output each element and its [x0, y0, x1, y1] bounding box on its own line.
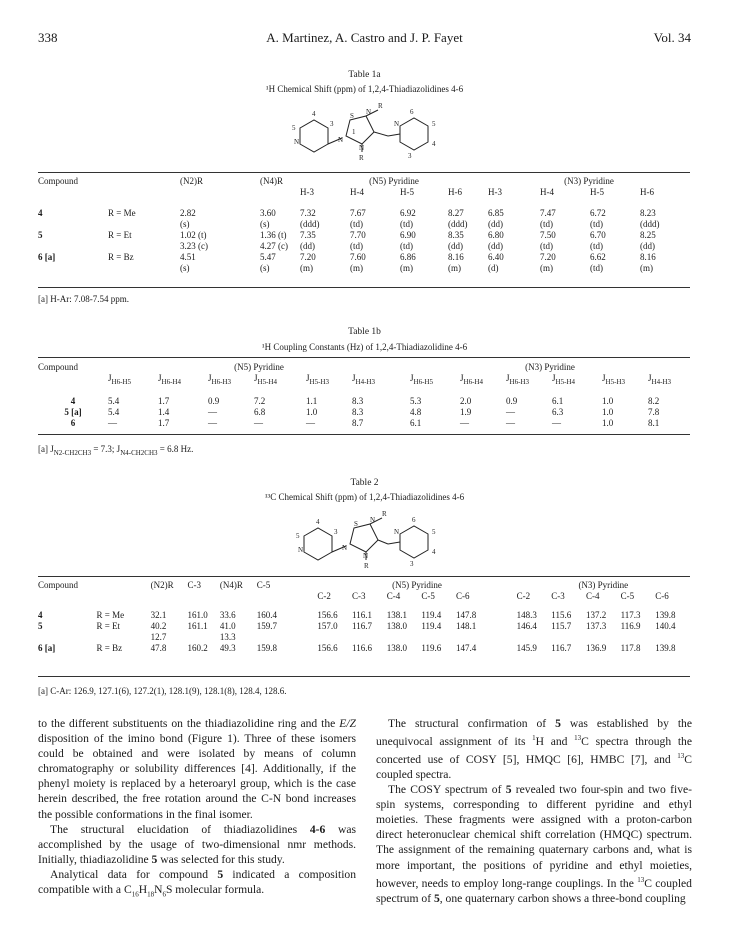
left-column [38, 716, 356, 902]
table-cell: — [254, 417, 263, 428]
table-1a-subtitle: ¹H Chemical Shift (ppm) of 1,2,4-Thiadiazolidines 4-6 [265, 84, 464, 94]
table-cell: 0.9 [208, 395, 220, 406]
t1a-h-n2r: (N2)R [180, 176, 203, 186]
table-cell: 6.62 [590, 252, 606, 262]
table-cell: (s) [260, 219, 270, 229]
struct-atom-num: 1 [352, 128, 356, 136]
table-cell: 8.16 [640, 252, 656, 262]
t2-col: C-4 [585, 591, 600, 601]
table-row [38, 418, 690, 429]
struct-atom-num: 4 [312, 110, 316, 118]
table-cell: 3.60 [260, 208, 276, 218]
svg-text:S: S [354, 520, 358, 528]
table-cell: 7.67 [350, 208, 366, 218]
t2-col: C-3 [352, 591, 366, 601]
table-2-title: Table 2 [350, 478, 379, 488]
table-cell: (s) [180, 263, 190, 273]
table-cell: (ddd) [300, 219, 320, 229]
table-cell: R = Bz [96, 643, 123, 653]
t1a-col: H-4 [540, 187, 554, 197]
table-cell: (dd) [488, 241, 503, 251]
struct-atom-num: 6 [410, 108, 414, 116]
struct-atom-num: 5 [292, 124, 296, 132]
table-cell: 138.0 [386, 643, 407, 653]
table-cell: 116.6 [352, 643, 372, 653]
table-cell: (ddd) [640, 219, 660, 229]
t1b-col: $J_{H6-H3}$ [506, 373, 529, 386]
table-cell: 116.1 [352, 610, 372, 620]
t2-h-compound: Compound [38, 580, 79, 590]
table-cell: 148.3 [516, 610, 537, 620]
table-cell: (dd) [488, 219, 503, 229]
table-cell: (m) [640, 263, 653, 273]
table-cell: (ddd) [448, 219, 468, 229]
table-cell: 6 [70, 417, 76, 428]
t1a-col: H-6 [640, 187, 654, 197]
t2-col: C-3 [551, 591, 565, 601]
table-cell: — [552, 417, 561, 428]
running-authors: A. Martinez, A. Castro and J. P. Fayet [266, 30, 463, 45]
table-cell: 7.20 [540, 252, 556, 262]
t1b-col: $J_{H6-H5}$ [410, 373, 433, 386]
table-cell [38, 219, 108, 230]
t2-h-n5: (N5) Pyridine [392, 580, 442, 590]
table-cell: 148.1 [456, 621, 477, 631]
table-cell: (td) [590, 241, 603, 251]
t1a-col: H-3 [300, 187, 314, 197]
table-cell: 1.0 [602, 417, 614, 428]
table-cell: 115.7 [551, 621, 572, 631]
thiadiazolidine-structure-2 [288, 506, 448, 572]
volume: Vol. 34 [653, 30, 691, 45]
table-cell: 5.4 [108, 395, 120, 406]
table-cell [317, 632, 352, 643]
paragraph: The COSY spectrum of 5 revealed two four-spin and two five-spin systems, corresponding to different pyridine and ethyl moieties. These fragments were assigned with a proton-carbon direct heteronuclear chemical shift correlation (HMQC) spectrum. The assignment of the remaining quaternary carbons and, what is more important, the positions of pyridine and ethyl moieties, however, needs to employ long-range couplings. In the $^{13}$C coupled spectrum of 5, one quaternary carbon shows a three-bond coupling [376, 783, 692, 905]
svg-text:N: N [298, 546, 304, 554]
t2-col: C-5 [620, 591, 635, 601]
table-cell: 5 [38, 230, 43, 240]
t2-col: C-2 [516, 591, 531, 601]
table-cell: 138.0 [386, 621, 407, 631]
t1a-col: H-4 [350, 187, 364, 197]
table-cell: 145.9 [516, 643, 537, 653]
svg-text:N: N [394, 528, 400, 536]
table-cell: 161.1 [187, 621, 208, 631]
table-cell [108, 219, 180, 230]
struct-atom-r: R [359, 154, 364, 162]
table-cell: 5.47 [260, 252, 276, 262]
t2-h-n4r: (N4)R [219, 580, 243, 590]
table-cell: (td) [400, 241, 413, 251]
table-cell: 7.32 [300, 208, 316, 218]
table-cell [456, 632, 517, 643]
table-cell: 6.86 [400, 252, 416, 262]
table-cell: 6 [a] [38, 643, 56, 653]
table-cell: 157.0 [317, 621, 338, 631]
table-cell: (td) [540, 219, 553, 229]
table-1a [38, 176, 690, 274]
table-row [38, 396, 690, 407]
t2-col: C-4 [386, 591, 401, 601]
t1b-col: $J_{H4-H3}$ [648, 373, 671, 386]
table-cell: 116.9 [620, 621, 641, 631]
table-cell: 7.70 [350, 230, 366, 240]
t1a-h-n4r: (N4)R [260, 176, 283, 186]
table-cell: 119.6 [421, 643, 442, 653]
table-cell: 160.4 [256, 610, 277, 620]
table-cell: R = Me [96, 610, 125, 620]
table-cell: 159.8 [256, 643, 277, 653]
table-cell: 1.0 [602, 395, 614, 406]
table-cell: 5 [38, 621, 43, 631]
table-cell [108, 263, 180, 274]
t2-col: C-6 [456, 591, 470, 601]
table-cell: 7.50 [540, 230, 556, 240]
struct-atom-num: 4 [432, 140, 436, 148]
table-2-subtitle: ¹³C Chemical Shift (ppm) of 1,2,4-Thiadiazolidines 4-6 [264, 492, 465, 502]
table-cell [38, 241, 108, 252]
table-cell: 136.9 [585, 643, 607, 653]
t2-col: C-5 [421, 591, 435, 601]
t1a-h-n3: (N3) Pyridine [564, 176, 614, 186]
struct-atom-n: N [294, 138, 300, 146]
table-cell: 1.1 [306, 395, 318, 406]
table-cell: 6.3 [552, 406, 564, 417]
table-cell [551, 632, 586, 643]
table-cell: 8.16 [448, 252, 464, 262]
table-cell: 7.8 [648, 406, 660, 417]
table-cell: 7.20 [300, 252, 316, 262]
svg-text:3: 3 [410, 560, 414, 568]
t2-h-c5: C-5 [256, 580, 271, 590]
paragraph: The structural elucidation of thiadiazolidines 4-6 was accomplished by the usage of two-dimensional nmr methods. Initially, thiadiazolidine 5 was selected for this study. [38, 822, 356, 866]
table-cell: 139.8 [655, 643, 676, 653]
t1b-col: $J_{H6-H5}$ [108, 373, 131, 386]
table-cell: 8.35 [448, 230, 464, 240]
t1a-col: H-5 [590, 187, 604, 197]
table-row [38, 263, 690, 274]
table-cell: (td) [590, 219, 603, 229]
table-cell: R = Me [108, 208, 136, 218]
table-cell: 4 [38, 208, 43, 218]
t1a-col: H-6 [448, 187, 462, 197]
svg-text:R: R [382, 510, 387, 518]
table-cell: 8.2 [648, 395, 660, 406]
table-cell: 161.0 [187, 610, 208, 620]
table-cell: 6.8 [254, 406, 266, 417]
table-cell: — [460, 417, 469, 428]
table-cell: 6.90 [400, 230, 416, 240]
table-cell: 6.1 [410, 417, 422, 428]
table-row [38, 632, 690, 643]
table-cell: 115.6 [551, 610, 572, 620]
table-cell: (td) [400, 219, 413, 229]
table-cell: 40.2 [150, 621, 167, 631]
t1a-h-compound: Compound [38, 176, 79, 186]
table-cell: R = Bz [108, 252, 134, 262]
table-cell: 6.85 [488, 208, 504, 218]
table-cell: 4 [70, 395, 76, 406]
table-cell: (m) [448, 263, 461, 273]
table-cell [655, 632, 690, 643]
table-cell: 116.7 [551, 643, 572, 653]
table-cell: 6.92 [400, 208, 416, 218]
table-cell [586, 632, 621, 643]
table-cell: 117.8 [620, 643, 641, 653]
paragraph: The structural confirmation of 5 was established by the unequivocal assignment of its $^1$H and $^{13}$C spectra through the concerted use of COSY [5], HMQC [6], HMBC [7], and $^{13}$C coupled spectra. [376, 717, 692, 781]
table-cell: 0.9 [506, 395, 518, 406]
struct-atom-n: N [394, 120, 400, 128]
t1b-h-compound: Compound [38, 362, 79, 372]
table-cell [621, 632, 656, 643]
table-row [38, 219, 690, 230]
table-cell: 5 [a] [64, 406, 82, 417]
table-row [38, 252, 690, 263]
table-2-footnote: [a] C-Ar: 126.9, 127.1(6), 127.2(1), 128.1(9), 128.1(8), 128.4, 128.6. [38, 686, 287, 696]
table-cell: 7.47 [540, 208, 556, 218]
table-cell: (s) [260, 263, 270, 273]
table-cell: R = Et [96, 621, 121, 631]
svg-text:4: 4 [432, 548, 436, 556]
table-cell: 4.51 [180, 252, 196, 262]
table-cell: 8.3 [352, 395, 364, 406]
table-row [38, 621, 690, 632]
t2-h-n2r: (N2)R [150, 580, 174, 590]
table-cell: 156.6 [317, 610, 338, 620]
table-cell: R = Et [108, 230, 132, 240]
table-cell: 1.0 [306, 406, 318, 417]
table-cell [517, 632, 552, 643]
table-cell: 6.72 [590, 208, 606, 218]
table-cell: 156.6 [317, 643, 338, 653]
table-cell: 8.3 [352, 406, 364, 417]
table-cell: (m) [300, 263, 313, 273]
right-column [376, 716, 692, 906]
table-cell: 4.8 [410, 406, 422, 417]
table-cell: 1.0 [602, 406, 614, 417]
t1a-col: H-3 [488, 187, 502, 197]
table-cell: (td) [590, 263, 603, 273]
table-cell: 12.7 [150, 632, 167, 642]
thiadiazolidine-structure-1 [270, 98, 460, 164]
t2-col: C-2 [317, 591, 331, 601]
table-cell: (dd) [640, 241, 655, 251]
table-1a-footnote: [a] H-Ar: 7.08-7.54 ppm. [38, 294, 129, 304]
table-cell: 159.7 [256, 621, 277, 631]
table-cell: 6.1 [552, 395, 564, 406]
table-cell [108, 241, 180, 252]
table-cell: — [208, 417, 217, 428]
table-cell: 160.2 [187, 643, 208, 653]
table-cell [421, 632, 456, 643]
t1b-col: $J_{H6-H3}$ [208, 373, 231, 386]
t1a-h-n5: (N5) Pyridine [369, 176, 419, 186]
table-cell: 8.1 [648, 417, 660, 428]
svg-text:5: 5 [296, 532, 300, 540]
svg-text:N: N [363, 552, 369, 560]
t1b-col: $J_{H6-H4}$ [460, 373, 483, 386]
table-cell: 33.6 [219, 610, 236, 620]
table-cell: 7.60 [350, 252, 366, 262]
table-cell: 13.3 [219, 632, 236, 642]
table-1b-footnote: [a] $J_{N2-CH2CH3} = 7.3$; $J_{N4-CH2CH3} = 6.8$ Hz. [38, 444, 194, 457]
table-cell: 117.3 [620, 610, 641, 620]
table-cell: 8.27 [448, 208, 464, 218]
table-cell: (dd) [300, 241, 315, 251]
table-cell: 1.02 (t) [180, 230, 207, 240]
table-cell: 138.1 [386, 610, 407, 620]
table-cell: 2.82 [180, 208, 196, 218]
t1b-col: $J_{H4-H3}$ [352, 373, 375, 386]
struct-atom-r: R [378, 102, 383, 110]
table-2 [38, 580, 690, 654]
table-cell: (s) [180, 219, 190, 229]
svg-text:5: 5 [432, 528, 436, 536]
struct-atom-n: N [359, 144, 365, 152]
paragraph: Analytical data for compound 5 indicated a composition compatible with a $C_{16}H_{18}N_6S$ molecular formula. [38, 867, 357, 899]
table-cell [187, 632, 219, 643]
table-cell: 146.4 [516, 621, 537, 631]
table-cell: 5.3 [410, 395, 422, 406]
table-row [38, 643, 690, 654]
table-cell: 49.3 [219, 643, 236, 653]
t1a-col: H-5 [400, 187, 414, 197]
table-cell: — [506, 417, 515, 428]
table-1b-subtitle: ¹H Coupling Constants (Hz) of 1,2,4-Thiadiazolidine 4-6 [261, 342, 468, 352]
table-cell: — [506, 406, 515, 417]
table-cell: 1.9 [460, 406, 472, 417]
t1b-col: $J_{H5-H4}$ [552, 373, 575, 386]
struct-atom-num: 3 [330, 120, 334, 128]
t1b-col: $J_{H5-H3}$ [306, 373, 329, 386]
table-cell: (dd) [448, 241, 463, 251]
table-row [38, 208, 690, 219]
table-cell: (m) [400, 263, 413, 273]
table-row [38, 407, 690, 418]
table-cell: 8.23 [640, 208, 656, 218]
table-cell: 32.1 [150, 610, 167, 620]
table-cell: (m) [540, 263, 553, 273]
table-cell: 8.7 [352, 417, 364, 428]
table-row [38, 230, 690, 241]
table-cell [38, 632, 96, 643]
table-cell: (m) [350, 263, 363, 273]
t1b-col: $J_{H5-H3}$ [602, 373, 625, 386]
svg-text:4: 4 [316, 518, 320, 526]
paragraph: to the different substituents on the thiadiazolidine ring and the E/Z disposition of the imino bond (Figure 1). Three of these isomers could be obtained and were isolated by means of column chromatography or solubility differences [4]. Additionally, if the phenyl moiety is replaced by a heteroaryl group, which is the case herein described, the free rotation around the C-N bond increases the possible conformations in the final isomer. [38, 717, 356, 821]
table-1b [38, 362, 690, 429]
table-cell: 137.2 [585, 610, 607, 620]
struct-atom-num: 3 [408, 152, 412, 160]
svg-text:N: N [342, 544, 348, 552]
table-cell: (d) [488, 263, 499, 273]
table-1b-title: Table 1b [348, 327, 381, 337]
table-cell: 6.40 [488, 252, 504, 262]
svg-text:R: R [364, 562, 369, 570]
table-cell [38, 263, 108, 274]
t2-h-c3: C-3 [187, 580, 201, 590]
table-cell: 140.4 [655, 621, 676, 631]
table-cell: 119.4 [421, 621, 442, 631]
table-cell: 6.80 [488, 230, 504, 240]
struct-atom-n: N [366, 108, 372, 116]
svg-text:3: 3 [334, 528, 338, 536]
t2-col: C-6 [655, 591, 669, 601]
table-1a-title: Table 1a [348, 70, 381, 80]
table-cell: 47.8 [150, 643, 167, 653]
table-cell [352, 632, 387, 643]
table-cell: 147.4 [456, 643, 477, 653]
table-cell: 7.2 [254, 395, 266, 406]
table-cell: — [208, 406, 217, 417]
t2-h-n3: (N3) Pyridine [578, 580, 629, 590]
table-cell: 5.4 [108, 406, 120, 417]
table-cell: 3.23 (c) [180, 241, 208, 251]
table-cell: 6.70 [590, 230, 606, 240]
table-row [38, 241, 690, 252]
table-cell: 4 [38, 610, 43, 620]
table-cell [96, 632, 150, 643]
table-cell: 6 [a] [38, 252, 56, 262]
table-cell: (td) [540, 241, 553, 251]
t1b-h-n5: (N5) Pyridine [234, 362, 284, 372]
svg-text:N: N [370, 516, 376, 524]
table-cell: 1.7 [158, 395, 170, 406]
table-row [38, 610, 690, 621]
struct-atom-n: N [338, 136, 344, 144]
page-number: 338 [38, 30, 58, 45]
t1b-h-n3: (N3) Pyridine [525, 362, 575, 372]
table-cell: 1.36 (t) [260, 230, 287, 240]
t1b-col: $J_{H6-H4}$ [158, 373, 181, 386]
struct-atom-s: S [350, 112, 354, 120]
table-cell: 7.35 [300, 230, 316, 240]
table-cell: 4.27 (c) [260, 241, 288, 251]
table-cell: — [306, 417, 315, 428]
table-cell [387, 632, 422, 643]
table-cell: 147.8 [456, 610, 477, 620]
table-cell: 137.3 [585, 621, 607, 631]
svg-text:6: 6 [412, 516, 416, 524]
table-cell: (td) [350, 241, 363, 251]
table-cell: 8.25 [640, 230, 656, 240]
table-cell: — [108, 417, 117, 428]
table-cell: (td) [350, 219, 363, 229]
table-cell: 139.8 [655, 610, 676, 620]
table-cell: 1.7 [158, 417, 170, 428]
table-cell: 116.7 [352, 621, 372, 631]
t1b-col: $J_{H5-H4}$ [254, 373, 277, 386]
table-cell: 2.0 [460, 395, 472, 406]
table-cell: 1.4 [158, 406, 170, 417]
table-cell [257, 632, 318, 643]
table-cell: 119.4 [421, 610, 442, 620]
struct-atom-num: 5 [432, 120, 436, 128]
table-cell: 41.0 [219, 621, 236, 631]
